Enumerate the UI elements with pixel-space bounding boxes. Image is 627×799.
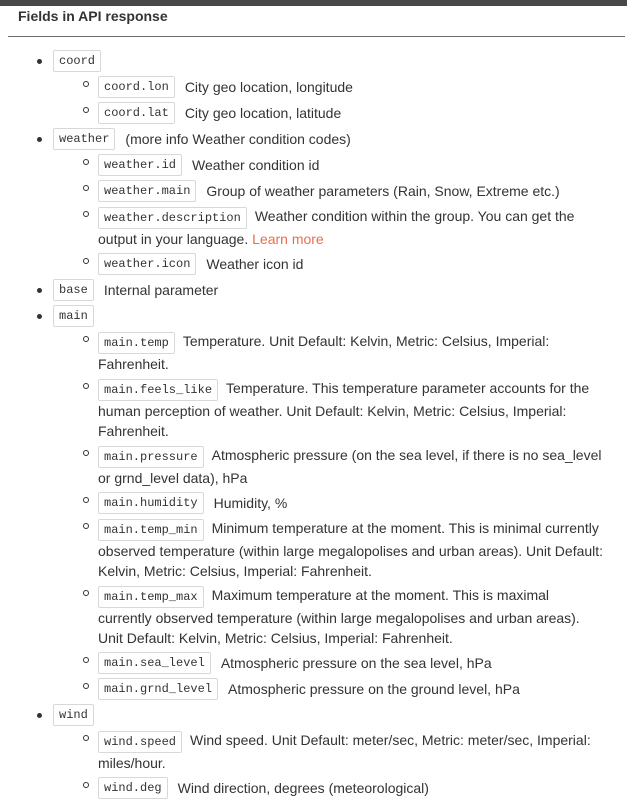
field-item-main-grnd-level (98, 674, 605, 700)
field-item-weather-icon (98, 249, 605, 275)
field-name-main-grnd-level: main.grnd_level (98, 678, 218, 700)
field-description: Temperature. This temperature parameter accounts for the human perception of weather. Unit Default: Kelvin, Metric: Celsius, Imperial: Fahrenheit. (98, 380, 590, 439)
field-name-weather-main: weather.main (98, 180, 196, 202)
section-title: Fields in API response (18, 8, 168, 24)
field-name-coord-lat: coord.lat (98, 102, 175, 124)
top-level-field-list (0, 46, 627, 799)
field-name-weather-id: weather.id (98, 154, 182, 176)
top-bar (0, 0, 627, 6)
subfield-list-weather (53, 150, 627, 275)
field-name-main-sea-level: main.sea_level (98, 652, 211, 674)
field-description: Wind direction, degrees (meteorological) (177, 780, 429, 796)
field-name-coord: coord (53, 50, 101, 72)
field-description: Maximum temperature at the moment. This is maximal currently observed temperature (within large megalopolises and urban areas). Unit Default: Kelvin, Metric: Celsius, Imperial: Fahrenheit. (98, 587, 580, 646)
subfield-list-main (53, 327, 627, 700)
field-name-main-feels-like: main.feels_like (98, 379, 218, 401)
field-item-main-pressure (98, 441, 605, 488)
learn-more-link[interactable]: Learn more (252, 231, 324, 247)
field-name-main-temp: main.temp (98, 332, 175, 354)
field-name-weather-description: weather.description (98, 207, 247, 229)
field-description: Humidity, % (213, 495, 288, 511)
field-name-main-temp-min: main.temp_min (98, 519, 204, 541)
field-item-weather-main (98, 176, 605, 202)
field-item-coord-lon (98, 72, 605, 98)
field-list (0, 46, 627, 799)
field-item-main-feels-like (98, 374, 605, 441)
field-item-weather-description (98, 202, 605, 249)
field-description: Atmospheric pressure (on the sea level, if there is no sea_level or grnd_level data), hPa (98, 447, 602, 486)
field-item-main (53, 301, 627, 700)
divider (8, 36, 625, 37)
field-item-main-temp-max (98, 581, 605, 648)
field-description: City geo location, longitude (184, 79, 353, 95)
field-description: Weather condition id (192, 157, 320, 173)
field-name-weather: weather (53, 128, 115, 150)
field-item-main-temp-min (98, 514, 605, 581)
field-item-main-humidity (98, 488, 605, 514)
field-name-coord-lon: coord.lon (98, 76, 175, 98)
field-name-base: base (53, 279, 94, 301)
field-name-main-temp-max: main.temp_max (98, 586, 204, 608)
field-item-coord (53, 46, 627, 124)
field-name-main-pressure: main.pressure (98, 446, 204, 468)
field-description: Internal parameter (103, 282, 219, 298)
field-item-coord-lat (98, 98, 605, 124)
subfield-list-coord (53, 72, 627, 124)
field-description: Group of weather parameters (Rain, Snow, Extreme etc.) (206, 183, 560, 199)
field-item-weather (53, 124, 627, 275)
field-name-wind-deg: wind.deg (98, 777, 168, 799)
field-item-wind-speed (98, 726, 605, 773)
field-description: Atmospheric pressure on the ground level, hPa (228, 681, 520, 697)
field-item-main-temp (98, 327, 605, 374)
field-description: Minimum temperature at the moment. This is minimal currently observed temperature (within large megalopolises and urban areas). Unit Default: Kelvin, Metric: Celsius, Imperial: Fahrenheit. (98, 520, 604, 579)
subfield-list-wind (53, 726, 627, 799)
field-description: (more info Weather condition codes) (125, 131, 351, 147)
field-name-main-humidity: main.humidity (98, 492, 204, 514)
field-item-main-sea-level (98, 648, 605, 674)
field-name-wind: wind (53, 704, 94, 726)
field-item-wind (53, 700, 627, 799)
field-name-wind-speed: wind.speed (98, 731, 182, 753)
field-item-weather-id (98, 150, 605, 176)
field-item-wind-deg (98, 773, 605, 799)
field-description: Weather icon id (206, 256, 304, 272)
field-description: Atmospheric pressure on the sea level, hPa (220, 655, 492, 671)
field-description: City geo location, latitude (184, 105, 342, 121)
field-item-base (53, 275, 627, 301)
field-description: Wind speed. Unit Default: meter/sec, Metric: meter/sec, Imperial: miles/hour. (98, 732, 591, 771)
field-name-weather-icon: weather.icon (98, 253, 196, 275)
field-name-main: main (53, 305, 94, 327)
field-description: Weather condition within the group. You can get the output in your language. (98, 208, 575, 247)
field-description: Temperature. Unit Default: Kelvin, Metric: Celsius, Imperial: Fahrenheit. (98, 333, 550, 372)
